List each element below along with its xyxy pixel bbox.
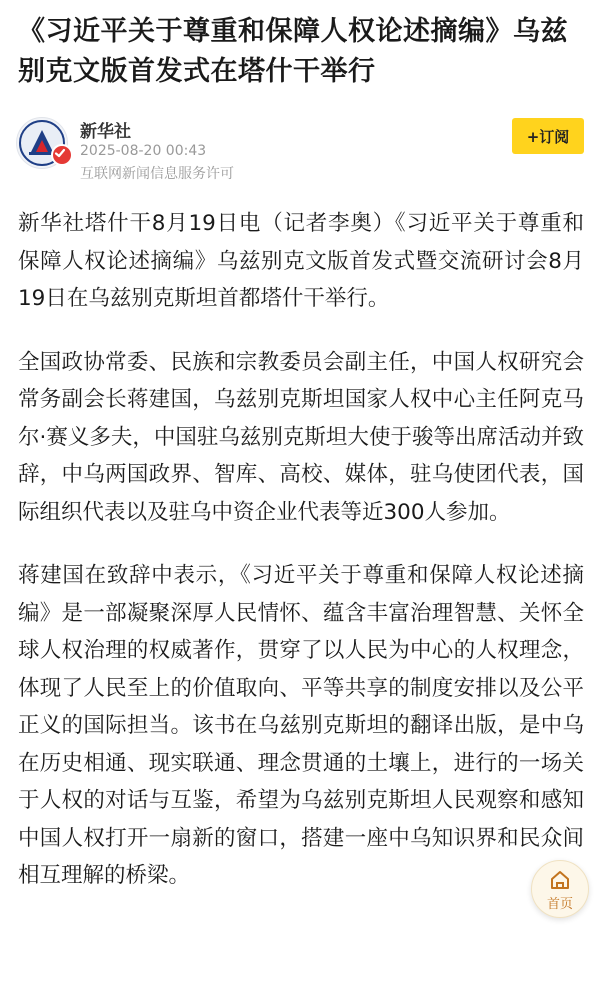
author-bar xyxy=(16,115,586,185)
article-paragraph: 全国政协常委、民族和宗教委员会副主任，中国人权研究会常务副会长蒋建国，乌兹别克斯坦国家人权中心主任阿克马尔·赛义多夫，中国驻乌兹别克斯坦大使于骏等出席活动并致辞，中乌两国政界、智库、高校、媒体，驻乌使团代表，国际组织代表以及驻乌中资企业代表等近300人参加。 xyxy=(18,349,584,525)
article-paragraph: 新华社塔什干8月19日电（记者李奥）《习近平关于尊重和保障人权论述摘编》乌兹别克文版首发式暨交流研讨会8月19日在乌兹别克斯坦首都塔什干举行。 xyxy=(18,211,584,311)
home-label: 首页 xyxy=(546,897,573,912)
subscribe-button[interactable]: +订阅 xyxy=(512,118,584,154)
article-title: 《习近平关于尊重和保障人权论述摘编》乌兹别克文版首发式在塔什干举行 xyxy=(18,16,568,87)
publish-time: 2025-08-20 00:43 xyxy=(80,143,207,159)
home-icon xyxy=(549,869,571,891)
source-name[interactable]: 新华社 xyxy=(80,122,131,142)
home-button[interactable] xyxy=(531,860,589,918)
article-paragraph: 蒋建国在致辞中表示，《习近平关于尊重和保障人权论述摘编》是一部凝聚深厚人民情怀、蕴含丰富治理智慧、关怀全球人权治理的权威著作，贯穿了以人民为中心的人权理念，体现了人民至上的价值取向、平等共享的制度安排以及公平正义的国际担当。该书在乌兹别克斯坦的翻译出版，是中乌在历史相通、现实联通、理念贯通的土壤上，进行的一场关于人权的对话与互鉴，希望为乌兹别克斯坦人民观察和感知中国人权打开一扇新的窗口，搭建一座中乌知识界和民众间相互理解的桥梁。 xyxy=(18,563,584,888)
verified-badge-icon xyxy=(51,144,73,166)
article-body xyxy=(18,205,584,921)
source-avatar[interactable] xyxy=(16,117,68,169)
license-text: 互联网新闻信息服务许可 xyxy=(80,166,234,182)
